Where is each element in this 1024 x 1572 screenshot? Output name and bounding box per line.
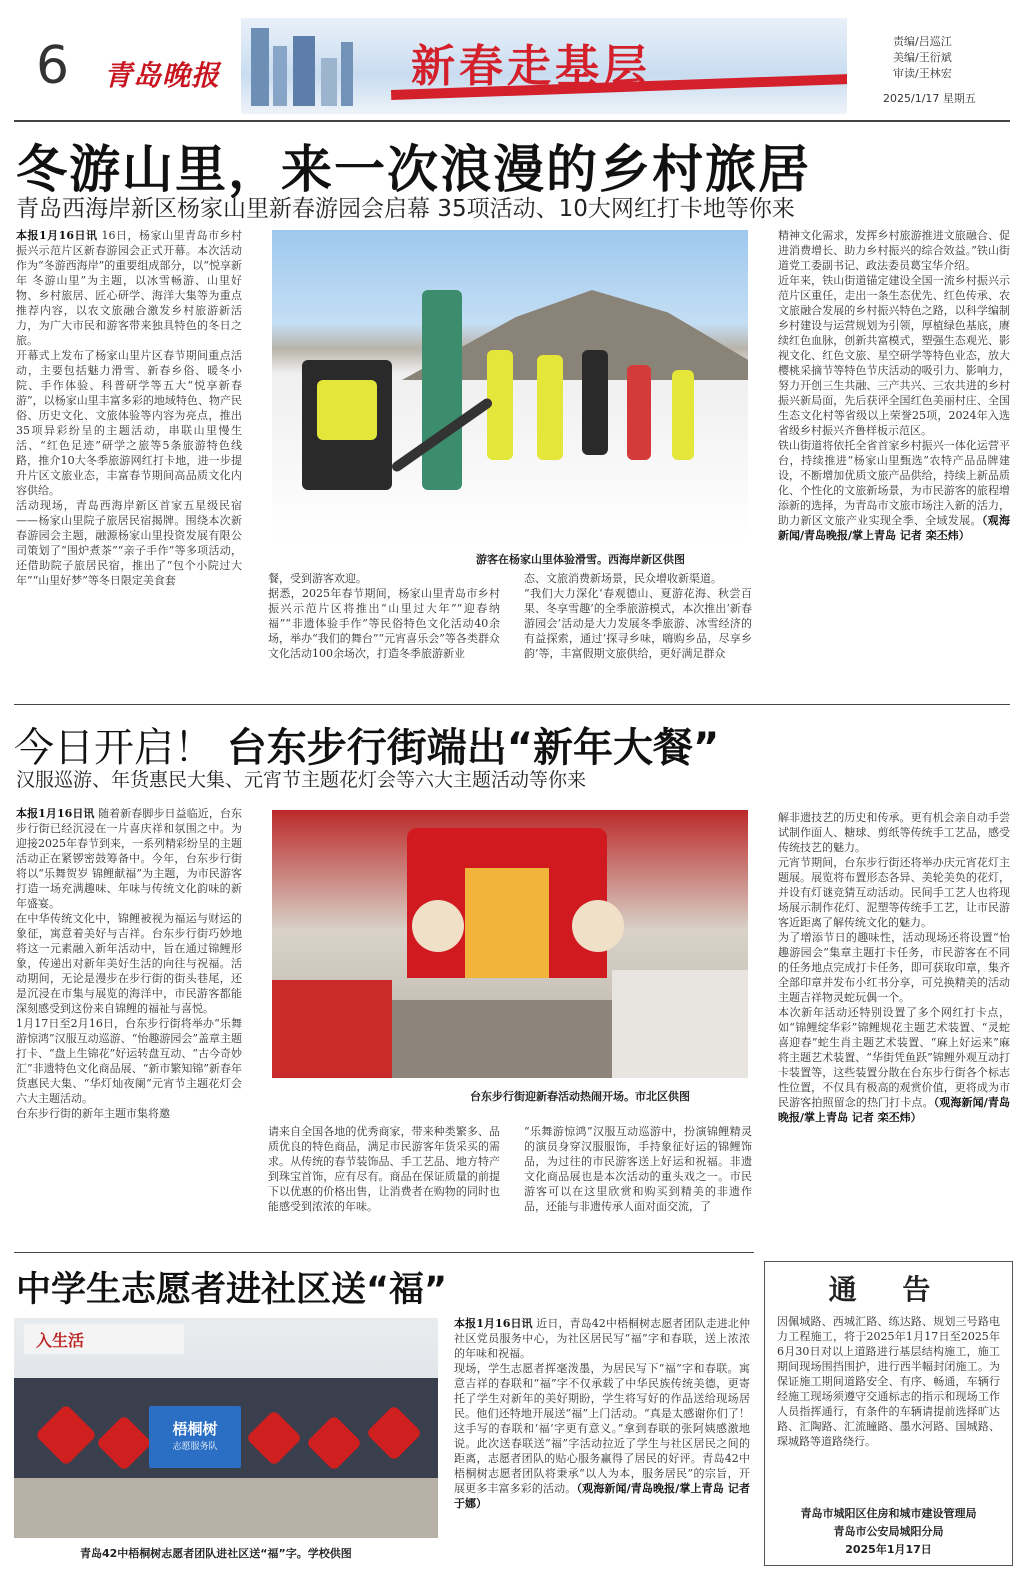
section-banner xyxy=(241,18,847,114)
wall-sign-text: 入生活 xyxy=(36,1331,85,1350)
article3-body: 本报1月16日讯 近日，青岛42中梧桐树志愿者团队走进北仲社区党员服务中心，为社区居民写“福”字和春联，送上浓浓的年味和祝福。 现场，学生志愿者挥毫泼墨，为居民写下“福”字和春联。寓意吉祥的春联和“福”字不仅承载了中华民族传统美德，更寄托了学生对新年的美好期盼，学生将写好的作品送给现场居民。他们还特地开展送“福”上门活动。“真是太感谢你们了！这手写的春联和‘福’字更有意义。”拿到春联的张阿姨感激地说。此次送春联送“福”字活动拉近了学生与社区居民之间的距离，志愿者团队的贴心服务赢得了居民的好评。青岛42中梧桐树志愿者团队将秉承“以人为本，服务居民”的宗旨，开展更多丰富多彩的活动。（观海新闻/青岛晚报/掌上青岛 记者 于娜） xyxy=(454,1317,750,1510)
article1-headline: 冬游山里，来一次浪漫的乡村旅居 xyxy=(16,141,812,200)
masthead-logo: 青岛晚报 xyxy=(104,59,221,92)
notice-body: 因佩城路、西城汇路、练达路、规划三号路电力工程施工，将于2025年1月17日至2025年6月30日对以上道路进行基层结构施工，施工期间现场围挡围护，进行西半幅封闭施工。为保证施工期间道路安全、有序、畅通，车辆行经施工现场须遵守交通标志的指示和现场工作人员指挥通行，有条件的车辆请提前选择旷达路、汇陶路、汇流瞳路、墨水河路、国城路、琛城路等道路绕行。 xyxy=(777,1315,1000,1448)
banner-title: 新春走基层 xyxy=(411,41,651,92)
street-photo-caption: 台东步行街迎新春活动热闹开场。市北区供图 xyxy=(470,1090,690,1103)
section-divider xyxy=(14,704,1010,705)
article2-col2: 请来自全国各地的优秀商家，带来种类繁多、品质优良的特色商品，满足市民游客年货采买的需求。从传统的春节装饰品、手工艺品、地方特产到珠宝首饰，应有尽有。商品在保证质量的前提下以优惠的价格出售，让消费者在购物的同时也能感受到浓浓的年味。 xyxy=(268,1125,500,1213)
article2-headline: 今日开启！ 台东步行街端出“新年大餐” xyxy=(14,725,720,771)
article2-col4: 解非遗技艺的历史和传承。更有机会亲自动手尝试制作面人、糖球、剪纸等传统手工艺品，感受传统技艺的魅力。 元宵节期间，台东步行街还将举办庆元宵花灯主题展。展览将布置形态各异、美轮美奂的花灯，并设有灯谜竞猜互动活动。民间手工艺人也将现场展示制作花灯、泥塑等传统手工艺，让市民游客近距离了解传统文化的魅力。 为了增添节日的趣味性，活动现场还将设置“怡趣游园会”集章主题打卡任务，市民游客在不同的任务地点完成打卡任务，即可获取印章，集齐全部印章并发布小红书分享，可兑换精美的活动主题吉祥物灵蛇玩偶一个。 本次新年活动还特别设置了多个网红打卡点，如“锦鲤绽华彩”锦鲤规花主题艺术装置、“灵蛇喜迎春”蛇生肖主题艺术装置、“麻上好运来”麻将主题艺术装置、“华街凭鱼跃”锦鲤外观互动打卡装置等，这些装置分散在台东步行街各个标志性位置，不仅具有极高的观赏价值，更将成为市民游客拍照留念的热门打卡点。（观海新闻/青岛晚报/掌上青岛 记者 栾丕炜） xyxy=(778,811,1010,1124)
notice-issuer-2: 青岛市公安局城阳分局 xyxy=(833,1525,944,1538)
editorial-credits xyxy=(893,34,952,82)
public-notice-box xyxy=(764,1261,1013,1566)
street-photo xyxy=(272,810,748,1078)
designer-credit: 美编/王衍斌 xyxy=(893,51,952,64)
article2-byline: （观海新闻/青岛晚报/掌上青岛 记者 栾丕炜） xyxy=(778,1096,1010,1124)
article1-col2: 餐，受到游客欢迎。 据悉，2025年春节期间，杨家山里青岛市乡村振兴示范片区将推出“山里过大年”“迎春纳福”“非遗体验手作”等民俗特色文化活动40余场，举办“我们的舞台”“元宵喜乐会”等各类群众文化活动100余场次，打造冬季旅游新业 xyxy=(268,572,500,660)
proofreader-credit: 审读/王林宏 xyxy=(893,67,952,80)
volunteer-banner: 梧桐树 志愿服务队 xyxy=(149,1406,241,1468)
ski-photo xyxy=(272,230,748,542)
notice-title: 通 告 xyxy=(828,1273,949,1306)
editor-credit: 责编/吕巡江 xyxy=(893,35,952,48)
article3-byline: （观海新闻/青岛晚报/掌上青岛 记者 于娜） xyxy=(454,1482,750,1510)
volunteers-photo xyxy=(14,1318,438,1538)
article2-col3: “乐舞游惊鸿”汉服互动巡游中，扮演锦鲤精灵的演员身穿汉服服饰，手持象征好运的锦鲤饰品，为过往的市民游客送上好运和祝福。非遗文化商品展也是本次活动的重头戏之一。市民游客可以在这里欣赏和购买到精美的非遗作品，还能与非遗传承人面对面交流，了 xyxy=(524,1125,752,1213)
article2-subheadline: 汉服巡游、年货惠民大集、元宵节主题花灯会等六大主题活动等你来 xyxy=(16,769,587,791)
notice-issuer-1: 青岛市城阳区住房和城市建设管理局 xyxy=(800,1507,977,1520)
volunteers-photo-caption: 青岛42中梧桐树志愿者团队进社区送“福”字。学校供图 xyxy=(80,1547,352,1560)
article2-col1: 本报1月16日讯 随着新春脚步日益临近，台东步行街已经沉浸在一片喜庆祥和氛围之中。为迎接2025年春节到来，一系列精彩纷呈的主题活动正在紧锣密鼓筹备中。今年，台东步行街将以“乐舞贺岁 锦鲤献福”为主题，为市民游客打造一场充满趣味、年味与传统文化韵味的新年盛宴。 在中华传统文化中，锦鲤被视为福运与财运的象征，寓意着美好与吉祥。台东步行街巧妙地将这一元素融入新年活动中，旨在通过锦鲤形象，传递出对新年美好生活的向往与祝福。活动期间，无论是漫步在步行街的街头巷尾，还是沉浸在市集与展览的海洋中，市民游客都能深刻感受到这份来自锦鲤的福祉与喜悦。 1月17日至2月16日，台东步行街将举办“乐舞游惊鸿”汉服互动巡游、“怡趣游园会”盖章主题打卡、“盘上生锦花”好运转盘互动、“古今奇妙汇”非遗特色文化商品展、“新市繁知锦”新春年货惠民大集、“华灯灿夜阑”元宵节主题花灯会六大主题活动。 台东步行街的新年主题市集将邀 xyxy=(16,807,242,1120)
article1-col1: 本报1月16日讯 16日，杨家山里青岛市乡村振兴示范片区新春游园会正式开幕。本次活动作为“冬游西海岸”的重要组成部分，以“悦享新年 冬游山里”为主题，以冰雪畅游、山里好物、乡村旅居、匠心研学、海洋大集等为重点推荐内容，以农文旅融合激发乡村旅游新活力，为广大市民和游客带来独具特色的冬日之旅。 开幕式上发布了杨家山里片区春节期间重点活动，主要包括魅力滑雪、新春乡俗、暖冬小院、手作体验、科普研学等五大“悦享新春游”，以杨家山里丰富多彩的地域特色、物产民俗、历史文化、文旅体验等内容为亮点，推出35项异彩纷呈的主题活动，串联山里慢生活、“红色足迹”研学之旅等5条旅游特色线路，推介10大冬季旅游网红打卡地，进一步提升片区文旅业态，丰富春节期间高品质文化内容供给。 活动现场，青岛西海岸新区首家五星级民宿——杨家山里院子旅居民宿揭牌。围绕本次新春游园会主题，融源杨家山里投资发展有限公司策划了“围炉煮茶”“亲子手作”等多项活动，还借助院子旅居民宿，推出了“包个小院过大年”“山里好梦”等冬日限定美食套 xyxy=(16,229,242,587)
article1-byline: （观海新闻/青岛晚报/掌上青岛 记者 栾丕炜） xyxy=(778,514,1010,542)
ski-photo-caption: 游客在杨家山里体验滑雪。西海岸新区供图 xyxy=(476,553,685,566)
article3-lead: 本报1月16日讯 xyxy=(454,1317,533,1330)
article1-subheadline: 青岛西海岸新区杨家山里新春游园会启幕 35项活动、10大网红打卡地等你来 xyxy=(16,196,795,222)
section-divider-2 xyxy=(14,1252,754,1253)
article1-col4: 精神文化需求，发挥乡村旅游推进文旅融合、促进消费增长、助力乡村振兴的综合效益。”铁山街道党工委副书记、政法委员葛宝华介绍。 近年来，铁山街道锚定建设全国一流乡村振兴示范片区重任，走出一条生态优先、红色传承、农文旅融合发展的乡村振兴特色之路，以科学编制乡村建设与运营规划为引领，厚植绿色基底，赓续红色血脉，创新共富模式，塑强生态观光、影视文化、红色文旅、星空研学等特色业态，放大樱桃采摘节等特色节庆活动的吸引力、影响力，努力开创三生共融、三产共兴、三农共进的乡村振兴新局面，先后获评全国红色美丽村庄、全国生态文化村等省级以上荣誉25项，2024年入选省级乡村振兴齐鲁样板示范区。 铁山街道将依托全省首家乡村振兴一体化运营平台，持续推进“杨家山里甄选”农特产品品牌建设，不断增加优质文旅产品供给，持续上新品质化、个性化的文旅新场景，为市民游客的旅程增添新的选择，为青岛市文旅市场注入新的活力，助力新区文旅产业实现全季、全域发展。（观海新闻/青岛晚报/掌上青岛 记者 栾丕炜） xyxy=(778,229,1010,542)
page-number: 6 xyxy=(36,36,70,96)
article3-headline: 中学生志愿者进社区送“福” xyxy=(16,1270,448,1310)
notice-date: 2025年1月17日 xyxy=(845,1543,932,1556)
article1-col3: 态、文旅消费新场景，民众增收新渠道。 “我们大力深化‘春观德山、夏游花海、秋尝百果、冬享雪趣’的全季旅游模式，本次推出‘新春游园会’活动是大力发展冬季旅游、冰雪经济的有益探索，通过‘探寻乡味，嗨购乡品，尽享乡韵’等，丰富假期文旅供给，更好满足群众 xyxy=(524,572,752,660)
header-rule xyxy=(14,120,1010,122)
article2-lead: 本报1月16日讯 xyxy=(16,807,95,820)
article1-lead: 本报1月16日讯 xyxy=(16,229,98,242)
issue-date: 2025/1/17 星期五 xyxy=(883,92,976,105)
